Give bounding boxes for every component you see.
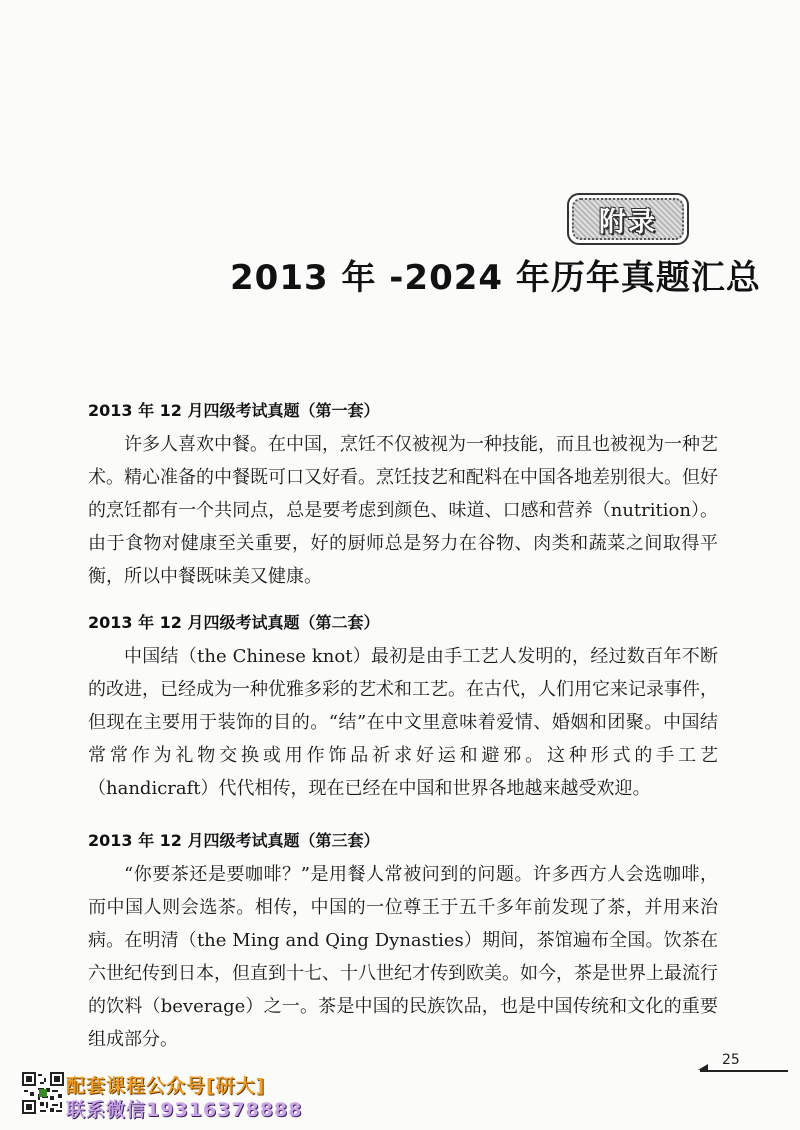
- appendix-badge-label: 附录: [599, 206, 657, 238]
- section-body: 中国结（the Chinese knot）最初是由手工艺人发明的，经过数百年不断的改进，已经成为一种优雅多彩的艺术和工艺。在古代，人们用它来记录事件，但现在主要用于装饰的目的。“结”在中文里意味着爱情、婚姻和团聚。中国结常常作为礼物交换或用作饰品祈求好运和避邪。这种形式的手工艺（handicraft）代代相传，现在已经在中国和世界各地越来越受欢迎。: [88, 646, 718, 799]
- appendix-badge: [567, 193, 689, 245]
- promo-text-account: 配套课程公众号[研大]: [66, 1075, 266, 1097]
- page-number: 25: [722, 1052, 740, 1068]
- section-body: 许多人喜欢中餐。在中国，烹饪不仅被视为一种技能，而且也被视为一种艺术。精心准备的中餐既可口又好看。烹饪技艺和配料在中国各地差别很大。但好的烹饪都有一个共同点，总是要考虑到颜色、味道、口感和营养（nutrition）。由于食物对健康至关重要，好的厨师总是努力在谷物、肉类和蔬菜之间取得平衡，所以中餐既味美又健康。: [88, 434, 718, 587]
- qr-code-icon: [22, 1072, 64, 1114]
- exam-section-1: [88, 398, 718, 593]
- section-heading: 2013 年 12 月四级考试真题（第二套）: [88, 613, 380, 632]
- footer-rule: [700, 1070, 788, 1072]
- promo-text-contact: 联系微信19316378888: [66, 1099, 303, 1121]
- exam-section-2: [88, 610, 718, 805]
- page-title: 2013 年 -2024 年历年真题汇总: [230, 258, 761, 298]
- section-body: “你要茶还是要咖啡？”是用餐人常被问到的问题。许多西方人会选咖啡，而中国人则会选茶。相传，中国的一位尊王于五千多年前发现了茶，并用来治病。在明清（the Ming and Qing Dynasties）期间，茶馆遍布全国。饮茶在六世纪传到日本，但直到十七、十八世纪才传到欧美。如今，茶是世界上最流行的饮料（beverage）之一。茶是中国的民族饮品，也是中国传统和文化的重要组成部分。: [88, 864, 718, 1050]
- section-heading: 2013 年 12 月四级考试真题（第一套）: [88, 401, 380, 420]
- exam-section-3: [88, 828, 718, 1056]
- appendix-badge-inner: [572, 198, 684, 240]
- section-heading: 2013 年 12 月四级考试真题（第三套）: [88, 831, 380, 850]
